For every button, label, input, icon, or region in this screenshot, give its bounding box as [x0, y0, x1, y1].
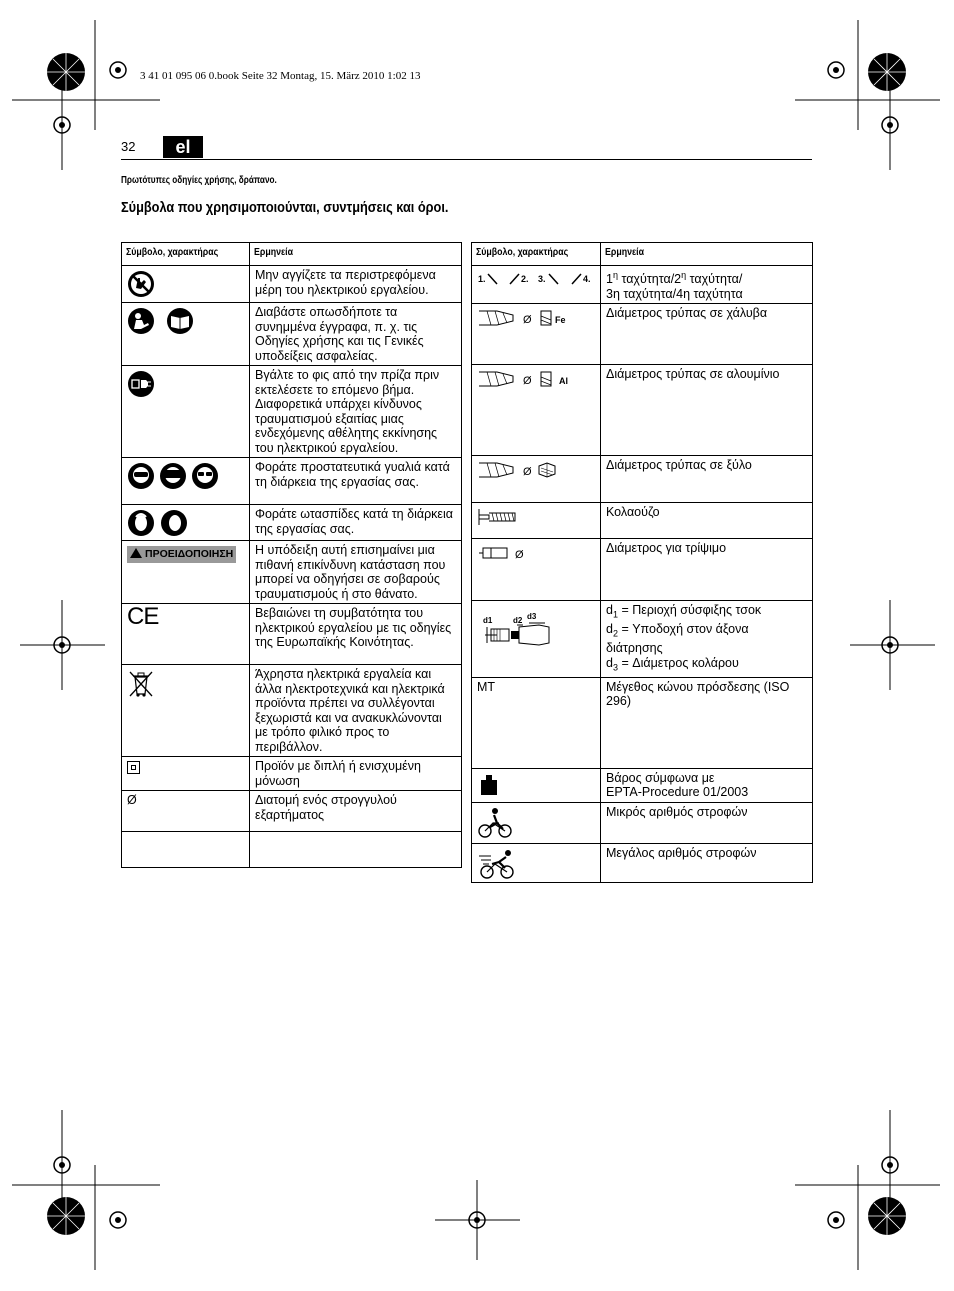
table-cell-text: Φοράτε προστατευτικά γυαλιά κατά τη διάρκεια της εργασίας σας. [250, 458, 462, 505]
table-row [122, 832, 462, 868]
table-row [472, 365, 813, 456]
column-header-symbol: Σύμβολο, χαρακτήρας [122, 243, 250, 266]
table-row [122, 266, 462, 303]
no-touch-rotating-parts-icon [127, 270, 155, 298]
svg-text:d3: d3 [527, 613, 537, 622]
svg-text:Ø: Ø [523, 466, 532, 479]
table-row [122, 458, 462, 505]
table-cell-text: Μέγεθος κώνου πρόσδεσης (ISO 296) [601, 677, 813, 768]
table-row [122, 791, 462, 832]
svg-text:Ø: Ø [515, 549, 524, 562]
table-cell-text: Κολαούζο [601, 503, 813, 539]
table-row [122, 303, 462, 366]
drill-aluminium-icon [477, 369, 577, 389]
table-row [472, 802, 813, 843]
table-cell-text: Μεγάλος αριθμός στροφών [601, 843, 813, 882]
table-cell-text: Βάρος σύμφωνα με EPTA-Procedure 01/2003 [601, 768, 813, 802]
table-row [472, 456, 813, 503]
header-rule [121, 159, 812, 160]
table-row [122, 541, 462, 604]
fast-cyclist-icon [477, 848, 519, 880]
table-row [122, 665, 462, 757]
table-row [122, 505, 462, 541]
screw-icon [477, 507, 527, 527]
svg-text:3.: 3. [538, 274, 546, 284]
table-row [472, 677, 813, 768]
column-header-meaning: Ερμηνεία [250, 243, 462, 266]
table-row [472, 503, 813, 539]
svg-text:d1: d1 [483, 616, 493, 626]
mt-label: MT [472, 677, 601, 768]
svg-text:1.: 1. [478, 274, 486, 284]
table-cell-text: Διάμετρος για τρίψιμο [601, 539, 813, 601]
table-cell-text: Βεβαιώνει τη συμβατότητα του ηλεκτρικού εργαλείου με τις οδηγίες της Ευρωπαϊκής Κοινότητας. [250, 604, 462, 665]
drill-wood-icon [477, 460, 577, 480]
table-row [122, 366, 462, 458]
weight-icon [479, 773, 499, 797]
table-row [472, 601, 813, 678]
column-header-meaning: Ερμηνεία [601, 243, 813, 266]
book-info-line: 3 41 01 095 06 0.book Seite 32 Montag, 15. März 2010 1:02 13 [140, 70, 421, 82]
table-cell-text: Διάμετρος τρύπας σε χάλυβα [601, 304, 813, 365]
table-row [472, 304, 813, 365]
read-manual-icon [127, 307, 197, 335]
table-row [472, 768, 813, 802]
table-row [472, 266, 813, 304]
weee-bin-icon [127, 669, 155, 699]
grinding-diameter-icon [477, 543, 537, 563]
svg-text:d2: d2 [513, 616, 523, 626]
svg-text:Ø: Ø [523, 375, 532, 388]
section-heading: Σύμβολα που χρησιμοποιούνται, συντμήσεις και όροι. [121, 199, 449, 216]
warning-triangle-icon [130, 548, 142, 558]
document-subtitle: Πρωτότυπες οδηγίες χρήσης, δράπανο. [121, 175, 277, 186]
table-cell-text: Άχρηστα ηλεκτρικά εργαλεία και άλλα ηλεκτροτεχνικά και ηλεκτρικά προϊόντα πρέπει να συλλέγονται ξεχωριστά και να ανακυκλώνονται με τρόπο φιλικό προς το περιβάλλον. [250, 665, 462, 757]
symbols-table-right [471, 242, 813, 883]
table-cell-text: $1^\eta$ ταχύτητα/$2^\eta$ ταχύτητα/ 3η ταχύτητα/4η ταχύτητα [601, 266, 813, 304]
language-tab: el [163, 136, 203, 158]
table-cell-text: Διάμετρος τρύπας σε αλουμίνιο [601, 365, 813, 456]
diameter-symbol: Ø [122, 791, 250, 832]
symbols-table-left [121, 242, 462, 868]
table-header-row [472, 243, 813, 266]
table-cell-text: $d_1 = \Pi\varepsilon\rho\iota o\chi ή$ σύσφιξης τσοκ $d_2 = \Upsilon\pi o\delta o\chi ή$ στον άξονα διάτρησης $d_3 = \Delta\iota ά\mu\varepsilon\tau\rho o\varsigma$ κολάρου [601, 601, 813, 678]
gear-speeds-icon [477, 270, 595, 288]
ce-mark: CE [127, 603, 159, 630]
svg-text:4.: 4. [583, 274, 591, 284]
drill-steel-icon [477, 308, 577, 328]
table-cell-text: Η υπόδειξη αυτή επισημαίνει μια πιθανή επικίνδυνη κατάσταση που μπορεί να οδηγήσει σε σοβαρούς τραυματισμούς ή στο θάνατο. [250, 541, 462, 604]
svg-text:Ø: Ø [523, 314, 532, 327]
svg-text:Fe: Fe [555, 315, 566, 326]
table-header-row [122, 243, 462, 266]
svg-text:Al: Al [559, 376, 568, 387]
table-cell-text: Μικρός αριθμός στροφών [601, 802, 813, 843]
table-cell-text: Διαβάστε οπωσδήποτε τα συνημμένα έγγραφα, π. χ. τις Οδηγίες χρήσης και τις Γενικές υποδείξεις ασφαλείας. [250, 303, 462, 366]
table-row [122, 757, 462, 791]
table-row [472, 843, 813, 882]
table-row [122, 604, 462, 665]
svg-text:2.: 2. [521, 274, 529, 284]
warning-badge: ΠΡΟΕΙΔΟΠΟΙΗΣΗ [127, 546, 236, 563]
table-cell-text: Διατομή ενός στρογγυλού εξαρτήματος [250, 791, 462, 832]
chuck-dimensions-icon [477, 613, 557, 649]
table-cell-text: Φοράτε ωτασπίδες κατά τη διάρκεια της εργασίας σας. [250, 505, 462, 541]
safety-goggles-icon [127, 462, 219, 490]
column-header-symbol: Σύμβολο, χαρακτήρας [472, 243, 601, 266]
unplug-icon [127, 370, 155, 398]
table-cell-text: Διάμετρος τρύπας σε ξύλο [601, 456, 813, 503]
table-cell-text: Προϊόν με διπλή ή ενισχυμένη μόνωση [250, 757, 462, 791]
table-cell-text: Βγάλτε το φις από την πρίζα πριν εκτελέσετε το επόμενο βήμα. Διαφορετικά υπάρχει κίνδυνος τραυματισμού εξαιτίας μιας ενδεχόμενης αθέλητης εκκίνησης του ηλεκτρικού εργαλείου. [250, 366, 462, 458]
page-number: 32 [121, 139, 136, 154]
double-insulation-icon [127, 761, 140, 774]
ear-protection-icon [127, 509, 189, 537]
table-cell-text: Μην αγγίζετε τα περιστρεφόμενα μέρη του ηλεκτρικού εργαλείου. [250, 266, 462, 303]
slow-cyclist-icon [477, 807, 513, 839]
table-row [472, 539, 813, 601]
